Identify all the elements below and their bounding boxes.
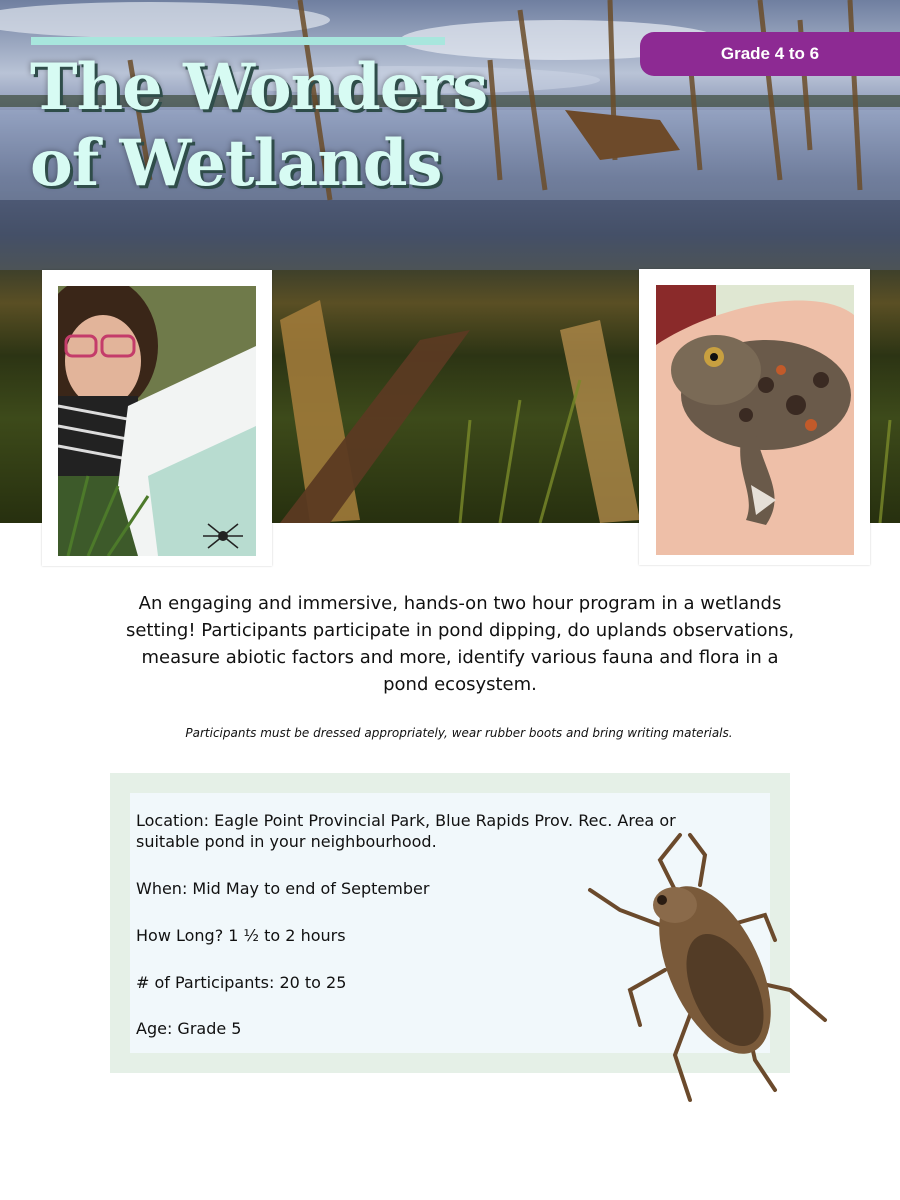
attire-note: Participants must be dressed appropriately, wear rubber boots and bring writing materials. xyxy=(185,726,733,740)
info-participants: # of Participants: 20 to 25 xyxy=(136,973,347,992)
info-age: Age: Grade 5 xyxy=(136,1019,242,1038)
page-title xyxy=(30,50,487,202)
photo-child-pond-dipping xyxy=(42,270,272,566)
photo-toad-in-hand xyxy=(639,269,870,565)
info-when: When: Mid May to end of September xyxy=(136,879,430,898)
info-how-long: How Long? 1 ½ to 2 hours xyxy=(136,926,346,945)
grade-badge: Grade 4 to 6 xyxy=(640,32,900,76)
child-tray-photo xyxy=(58,286,256,556)
title-line-1: The Wonders xyxy=(30,50,488,125)
toad-photo xyxy=(656,285,854,555)
program-description: An engaging and immersive, hands-on two hour program in a wetlands setting! Participants participate in pond dipping, do uplands observations, measure abiotic factors and more, identify various fauna and flora in a pond ecosystem. xyxy=(125,593,795,695)
title-accent-bar xyxy=(31,37,445,45)
info-location: Location: Eagle Point Provincial Park, Blue Rapids Prov. Rec. Area or suitable pond in your neighbourhood. xyxy=(136,811,676,851)
water-bug-icon xyxy=(580,830,840,1110)
title-line-2: of Wetlands xyxy=(30,126,442,201)
